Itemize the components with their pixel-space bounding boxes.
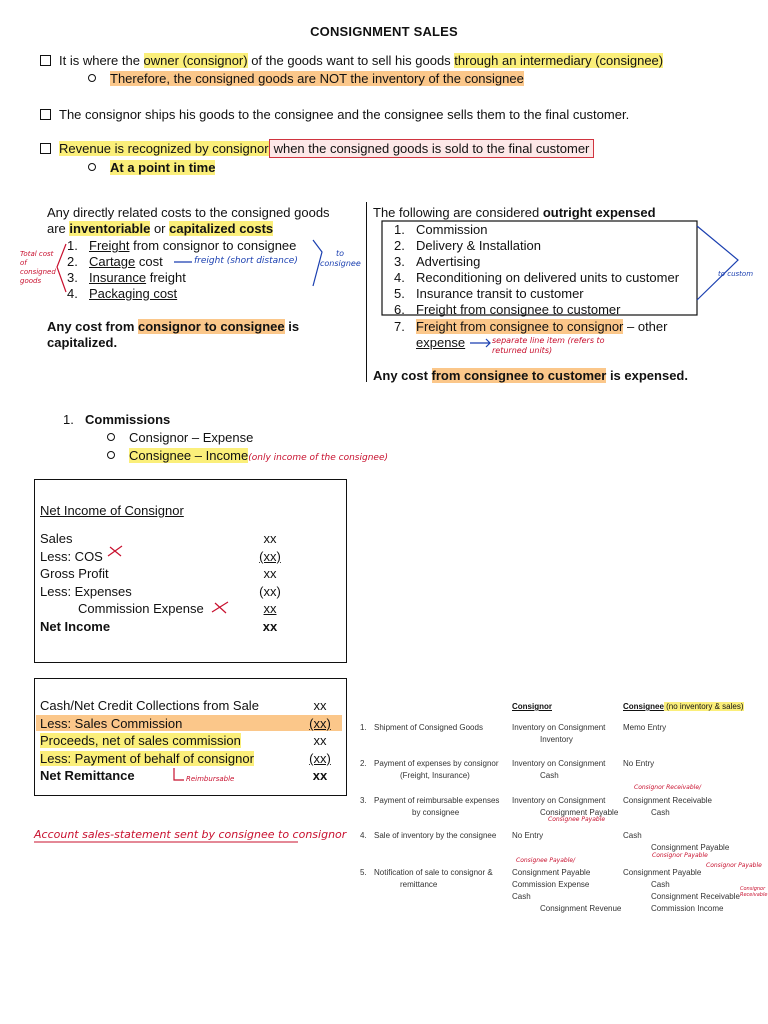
list-item: 2. Delivery & Installation: [394, 238, 541, 253]
entry-consignee-credit: Cash: [651, 808, 670, 817]
list-item: 1. Commission: [394, 222, 488, 237]
remit-row-value: xx: [313, 733, 327, 748]
commission-consignee: Consignee – Income(only income of the consignee): [107, 448, 388, 463]
entry-desc-2: remittance: [400, 880, 438, 889]
handwritten-reimbursable-note: Reimbursable: [186, 775, 235, 783]
ni-row-label: Net Income: [40, 619, 111, 634]
entry-consignee-debit: No Entry: [623, 759, 655, 768]
remit-row-value: xx: [312, 768, 328, 783]
list-item: 3. Insurance freight: [67, 270, 186, 285]
entry-desc: Payment of expenses by consignor: [374, 759, 499, 768]
entry-consignor-credit: Inventory: [540, 735, 573, 744]
remit-row-value: (xx): [309, 716, 331, 731]
highlight-owner: owner (consignor): [143, 53, 248, 68]
ni-row-value: xx: [263, 601, 277, 616]
ni-row-value: (xx): [259, 584, 281, 599]
commission-consignor: Consignor – Expense: [107, 430, 253, 445]
entry-consignee-line: Consignment Payable: [623, 868, 702, 877]
entry-desc-2: by consignee: [412, 808, 460, 817]
list-item: 4. Reconditioning on delivered units to customer: [394, 270, 680, 285]
entry-consignor-line: Commission Expense: [512, 880, 590, 889]
handwritten-consignor-receivable: Consignor Receivable/: [634, 784, 702, 791]
remit-row-label: Cash/Net Credit Collections from Sale: [40, 698, 259, 713]
ni-row-label: Gross Profit: [40, 566, 109, 581]
entry-desc: Shipment of Consigned Goods: [374, 723, 483, 732]
remit-row-label: Less: Payment of behalf of consignor: [40, 751, 254, 766]
remit-row-value: xx: [313, 698, 327, 713]
bullet-revenue: Revenue is recognized by consignor when the consigned goods is sold to the final customer: [40, 141, 594, 156]
entry-consignee-debit: Cash: [623, 831, 642, 840]
entry-num: 4.: [360, 831, 367, 840]
list-item: 3. Advertising: [394, 254, 481, 269]
ni-row-value: xx: [263, 566, 277, 581]
entry-consignor-credit: Consignment Payable: [540, 808, 619, 817]
entry-desc: Payment of reimbursable expenses: [374, 796, 500, 805]
entry-consignee-debit: Memo Entry: [623, 723, 667, 732]
ni-row-label: Sales: [40, 531, 73, 546]
ni-row-value: xx: [262, 619, 278, 634]
entry-desc: Sale of inventory by the consignee: [374, 831, 497, 840]
ni-row-label: Less: COS: [40, 549, 103, 564]
circle-bullet-icon: [107, 451, 115, 459]
handwritten-consignor-payable: Consignor Payable: [652, 852, 708, 859]
commissions-heading: 1. Commissions: [63, 412, 171, 427]
sub-bullet-not-inventory: Therefore, the consigned goods are NOT the inventory of the consignee: [88, 71, 524, 86]
entry-consignor-line: Consignment Payable: [512, 868, 591, 877]
entry-consignee-line: Cash: [651, 880, 670, 889]
ni-row-value: xx: [263, 531, 277, 546]
handwritten-consignor-payable-5: Consignor Payable: [706, 862, 762, 869]
account-sales-note: Account sales-statement sent by consignee to consignor: [34, 828, 347, 841]
entry-consignor-line: Cash: [512, 892, 531, 901]
entry-consignor-debit: Inventory on Consignment: [512, 759, 606, 768]
ni-row-label: Less: Expenses: [40, 584, 132, 599]
col-header-consignee: Consignee (no inventory & sales): [623, 702, 744, 711]
col-header-consignor: Consignor: [512, 702, 552, 711]
remit-row-label: Proceeds, net of sales commission: [40, 733, 241, 748]
bullet-owner: It is where the owner (consignor) of the goods want to sell his goods through an intermediary (consignee): [40, 53, 663, 68]
entry-consignor-debit: Inventory on Consignment: [512, 796, 606, 805]
entry-desc-2: (Freight, Insurance): [400, 771, 470, 780]
entry-consignee-debit: Consignment Receivable: [623, 796, 712, 805]
handwritten-consignor-receivable-5: Consignor Receivable: [740, 886, 768, 898]
entry-consignor-line: Consignment Revenue: [540, 904, 622, 913]
sub-bullet-point-in-time: At a point in time: [88, 160, 215, 175]
handwritten-consignee-payable-5: Consignee Payable/: [516, 857, 576, 864]
entry-consignee-line: Commission Income: [651, 904, 724, 913]
list-item: 7. Freight from consignee to consignor – other: [394, 319, 668, 334]
page-title: CONSIGNMENT SALES: [310, 24, 458, 39]
handwritten-to-customer-note: to custom: [718, 270, 754, 278]
capitalized-conclusion: Any cost from consignor to consignee is: [47, 319, 300, 334]
list-item: 2. Cartage cost: [67, 254, 163, 269]
expensed-conclusion: Any cost from consignee to customer is expensed.: [373, 368, 688, 383]
boxed-when-sold: when the consigned goods is sold to the final customer: [269, 139, 595, 158]
list-item: 5. Insurance transit to customer: [394, 286, 584, 301]
capitalized-costs-intro-2: are inventoriable or capitalized costs: [47, 221, 274, 236]
list-item: 6. Freight from consignee to customer: [394, 302, 621, 317]
entry-consignor-debit: No Entry: [512, 831, 544, 840]
highlight-intermediary: through an intermediary (consignee): [454, 53, 664, 68]
entry-num: 1.: [360, 723, 367, 732]
list-item-expense: expense: [416, 335, 466, 350]
ni-row-value: (xx): [259, 549, 281, 564]
handwritten-consignee-payable: Consignee Payable: [548, 816, 606, 823]
entry-desc: Notification of sale to consignor &: [374, 868, 493, 877]
entry-consignor-credit: Cash: [540, 771, 559, 780]
bullet-ships: The consignor ships his goods to the consignee and the consignee sells them to the final customer.: [40, 107, 629, 122]
capitalized-conclusion-2: capitalized.: [47, 335, 118, 350]
remit-row-label: Net Remittance: [40, 768, 135, 783]
remit-row-label: Less: Sales Commission: [40, 716, 183, 731]
capitalized-costs-intro: Any directly related costs to the consigned goods: [47, 205, 330, 220]
remit-row-value: (xx): [309, 751, 331, 766]
entry-consignee-line: Consignment Receivable: [651, 892, 740, 901]
net-income-title: Net Income of Consignor: [40, 503, 184, 518]
handwritten-separate-line-note: separate line item (refers to returned units): [492, 336, 605, 355]
ni-row-label: Commission Expense: [78, 601, 204, 616]
expensed-heading: The following are considered outright expensed: [373, 205, 656, 220]
list-item: 4. Packaging cost: [67, 286, 178, 301]
handwritten-total-cost-note: Total cost of consigned goods: [20, 250, 56, 285]
circle-bullet-icon: [107, 433, 115, 441]
entry-num: 5.: [360, 868, 367, 877]
entry-num: 3.: [360, 796, 367, 805]
handwritten-freight-note: freight (short distance): [194, 256, 298, 266]
handwritten-to-consignee-note: to consignee: [320, 249, 361, 268]
entry-num: 2.: [360, 759, 367, 768]
entry-consignee-credit: Consignment Payable: [651, 843, 730, 852]
entry-consignor-debit: Inventory on Consignment: [512, 723, 606, 732]
list-item: 1. Freight from consignor to consignee: [67, 238, 297, 253]
